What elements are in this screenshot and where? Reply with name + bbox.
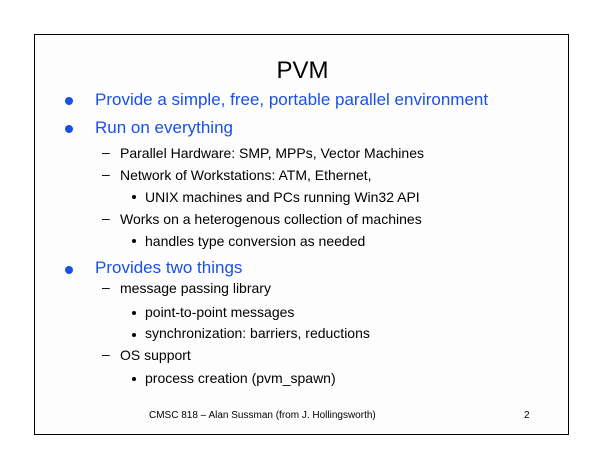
sub-sub-item: point-to-point messages: [145, 304, 295, 320]
dash-icon: –: [102, 144, 110, 160]
page-number: 2: [524, 410, 530, 421]
slide-title: PVM: [276, 57, 329, 84]
bullet-icon: [65, 125, 73, 133]
sub-item: OS support: [120, 347, 191, 363]
dash-icon: –: [102, 279, 110, 295]
footer-credit: CMSC 818 – Alan Sussman (from J. Hollingsworth): [149, 410, 376, 421]
dash-icon: –: [102, 210, 110, 226]
sub-sub-item: UNIX machines and PCs running Win32 API: [145, 189, 420, 205]
sub-bullet-icon: [132, 377, 136, 381]
sub-sub-item: process creation (pvm_spawn): [145, 370, 336, 386]
sub-bullet-icon: [132, 239, 136, 243]
bullet-item: Provides two things: [95, 258, 243, 277]
sub-bullet-icon: [132, 195, 136, 199]
sub-bullet-icon: [132, 311, 136, 315]
bullet-icon: [65, 266, 73, 274]
dash-icon: –: [102, 166, 110, 182]
sub-item: Parallel Hardware: SMP, MPPs, Vector Machines: [120, 145, 424, 161]
sub-item: Works on a heterogenous collection of machines: [120, 211, 422, 227]
sub-bullet-icon: [132, 333, 136, 337]
bullet-item: Run on everything: [95, 118, 233, 137]
dash-icon: –: [102, 346, 110, 362]
bullet-icon: [65, 97, 73, 105]
sub-item: Network of Workstations: ATM, Ethernet,: [120, 167, 372, 183]
sub-item: message passing library: [120, 280, 271, 296]
sub-sub-item: synchronization: barriers, reductions: [145, 325, 370, 341]
sub-sub-item: handles type conversion as needed: [145, 233, 366, 249]
bullet-item: Provide a simple, free, portable parallel environment: [95, 90, 489, 109]
